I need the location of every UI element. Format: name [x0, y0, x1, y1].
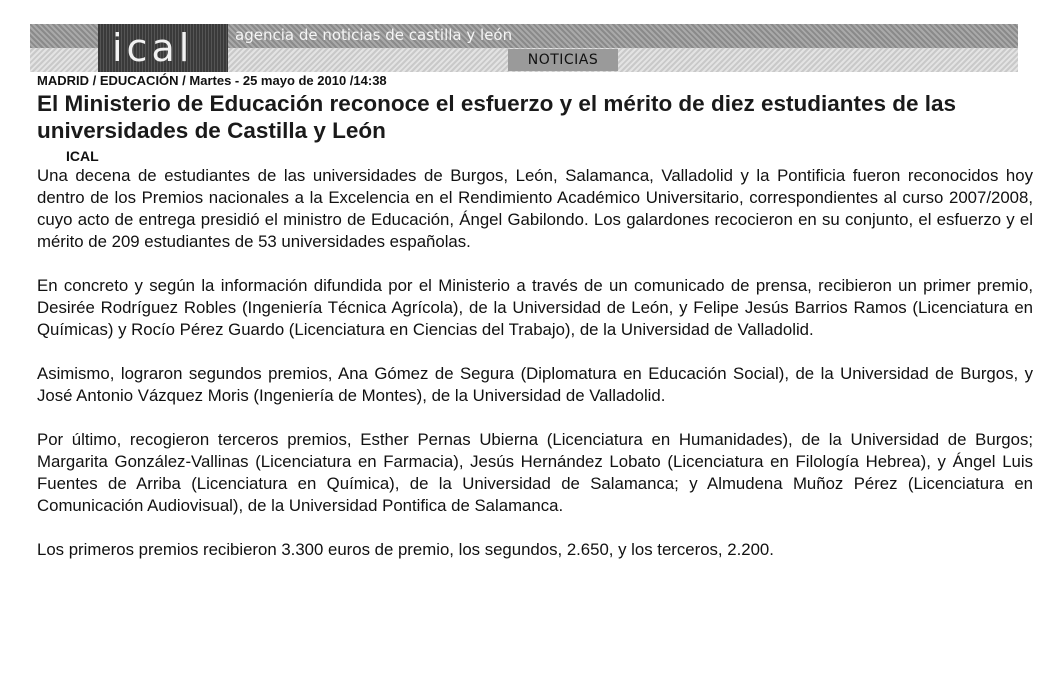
- paragraph: En concreto y según la información difundida por el Ministerio a través de un comunicado de prensa, recibieron un primer premio, Desirée Rodríguez Robles (Ingeniería Técnica Agrícola), de la Universidad de León, y Felipe Jesús Barrios Ramos (Licenciatura en Químicas) y Rocío Pérez Guardo (Licenciatura en Ciencias del Trabajo), de la Universidad de Valladolid.: [37, 276, 1033, 339]
- agency-tagline: agencia de noticias de castilla y león: [235, 26, 513, 44]
- dateline: MADRID / EDUCACIÓN / Martes - 25 mayo de 2010 /14:38: [37, 73, 387, 88]
- article-body: [37, 165, 1033, 583]
- ical-logo: ical: [112, 26, 194, 70]
- paragraph: Los primeros premios recibieron 3.300 euros de premio, los segundos, 2.650, y los terceros, 2.200.: [37, 540, 774, 559]
- headline: El Ministerio de Educación reconoce el esfuerzo y el mérito de diez estudiantes de las universidades de Castilla y León: [37, 91, 957, 143]
- paragraph: Asimismo, lograron segundos premios, Ana Gómez de Segura (Diplomatura en Educación Social), de la Universidad de Burgos, y José Antonio Vázquez Moris (Ingeniería de Montes), de la Universidad de Valladolid.: [37, 364, 1033, 405]
- agency-banner: [30, 24, 1018, 72]
- paragraph: Por último, recogieron terceros premios, Esther Pernas Ubierna (Licenciatura en Humanidades), de la Universidad de Burgos; Margarita González-Vallinas (Licenciatura en Farmacia), Jesús Hernández Lobato (Licenciatura en Filología Hebrea), y Ángel Luis Fuentes de Arriba (Licenciatura en Química), de la Universidad de Salamanca; y Almudena Muñoz Pérez (Licenciatura en Comunicación Audiovisual), de la Universidad Pontifica de Salamanca.: [37, 430, 1033, 515]
- byline: ICAL: [66, 148, 99, 164]
- paragraph: Una decena de estudiantes de las universidades de Burgos, León, Salamanca, Valladolid y la Pontificia fueron reconocidos hoy dentro de los Premios nacionales a la Excelencia en el Rendimiento Académico Universitario, correspondientes al curso 2007/2008, cuyo acto de entrega presidió el ministro de Educación, Ángel Gabilondo. Los galardones recocieron en su conjunto, el esfuerzo y el mérito de 209 estudiantes de 53 universidades españolas.: [37, 166, 1033, 251]
- section-label: NOTICIAS: [508, 49, 618, 71]
